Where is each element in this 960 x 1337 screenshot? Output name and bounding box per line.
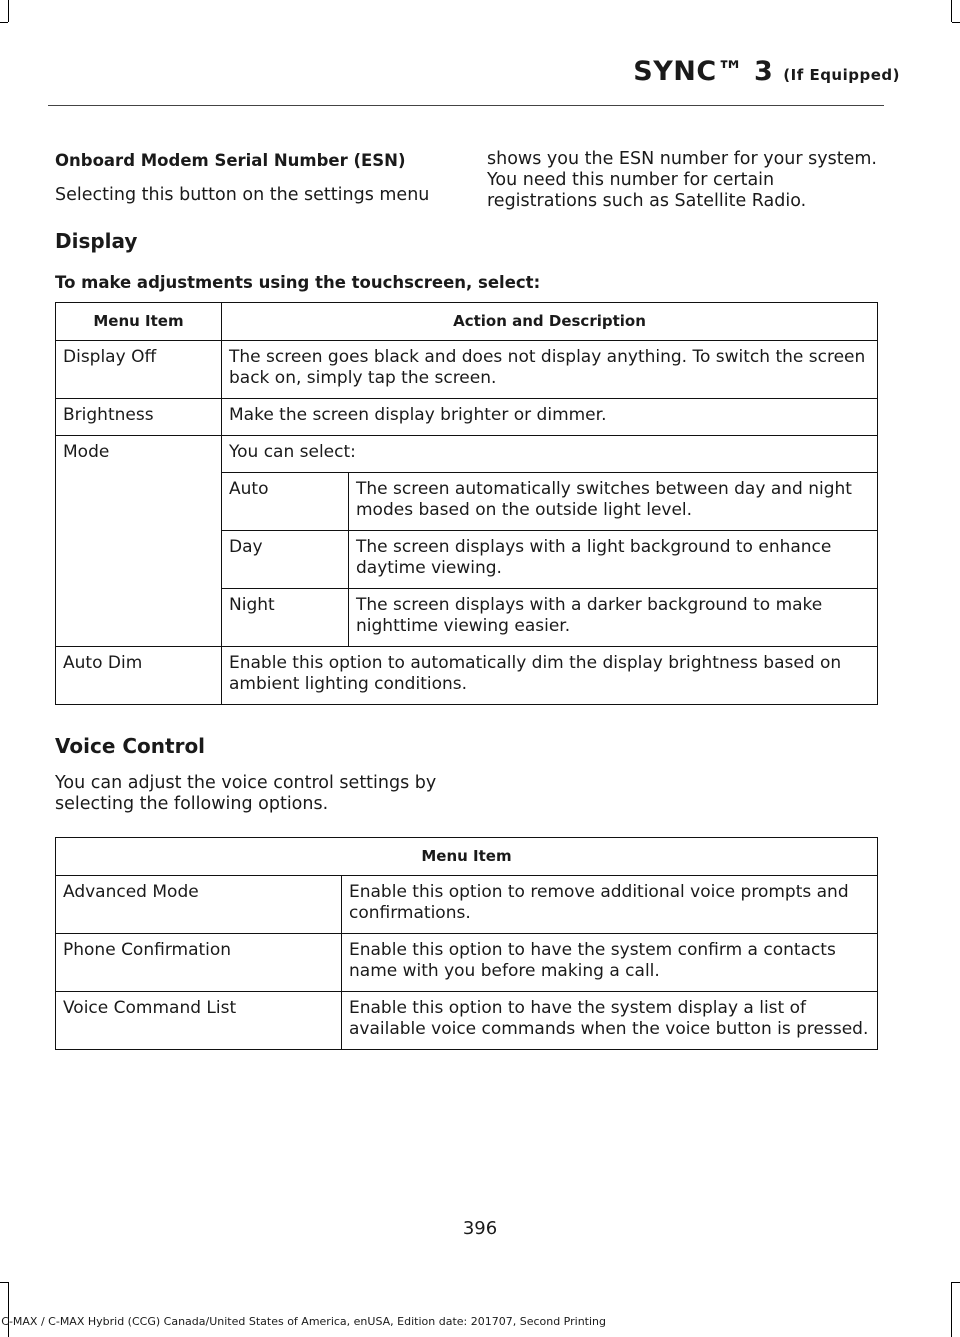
- table-row: [56, 934, 878, 992]
- mode-option-day: Day: [222, 531, 349, 589]
- menu-item-voice-command-list: Voice Command List: [56, 992, 342, 1050]
- description-brightness: Make the screen display brighter or dimmer.: [222, 399, 878, 436]
- column-header-menu-item: Menu Item: [56, 838, 878, 876]
- table-row: [56, 341, 878, 399]
- description-mode-night: The screen displays with a darker background to make nighttime viewing easier.: [349, 589, 878, 647]
- table-header-row: [56, 838, 878, 876]
- crop-mark: [0, 22, 8, 23]
- voice-control-table: [55, 837, 878, 1050]
- edition-footer: C-MAX / C-MAX Hybrid (CCG) Canada/United States of America, enUSA, Edition date: 201707, Second Printing: [1, 1315, 606, 1328]
- table-row: [56, 647, 878, 705]
- header-divider: [48, 105, 884, 106]
- description-mode-auto: The screen automatically switches between day and night modes based on the outside light level.: [349, 473, 878, 531]
- description-mode-day: The screen displays with a light background to enhance daytime viewing.: [349, 531, 878, 589]
- table-row: [56, 399, 878, 436]
- crop-mark: [951, 1282, 952, 1337]
- crop-mark: [0, 1282, 8, 1283]
- esn-text-right: shows you the ESN number for your system. You need this number for certain registrations such as Satellite Radio.: [487, 149, 877, 211]
- menu-item-brightness: Brightness: [56, 399, 222, 436]
- crop-mark: [8, 1282, 9, 1337]
- esn-left-column: [55, 150, 450, 206]
- table-row: [56, 992, 878, 1050]
- crop-mark: [952, 22, 960, 23]
- column-header-menu-item: Menu Item: [56, 303, 222, 341]
- menu-item-phone-confirmation: Phone Confirmation: [56, 934, 342, 992]
- crop-mark: [952, 1282, 960, 1283]
- mode-option-night: Night: [222, 589, 349, 647]
- voice-control-intro: You can adjust the voice control settings by selecting the following options.: [55, 773, 437, 814]
- description-auto-dim: Enable this option to automatically dim the display brightness based on ambient lighting conditions.: [222, 647, 878, 705]
- description-phone-confirmation: Enable this option to have the system confirm a contacts name with you before making a call.: [342, 934, 878, 992]
- description-advanced-mode: Enable this option to remove additional voice prompts and confirmations.: [342, 876, 878, 934]
- description-voice-command-list: Enable this option to have the system display a list of available voice commands when the voice button is pressed.: [342, 992, 878, 1050]
- display-heading: Display: [55, 229, 138, 253]
- voice-control-heading: Voice Control: [55, 734, 206, 758]
- table-row: [56, 436, 878, 473]
- page-header-title: [0, 56, 900, 87]
- header-qualifier: (If Equipped): [783, 66, 900, 84]
- esn-heading: Onboard Modem Serial Number (ESN): [55, 151, 406, 170]
- description-mode: You can select:: [222, 436, 878, 473]
- display-settings-table: [55, 302, 878, 705]
- menu-item-auto-dim: Auto Dim: [56, 647, 222, 705]
- crop-mark: [951, 0, 952, 22]
- esn-text-left: Selecting this button on the settings menu: [55, 185, 430, 205]
- display-subheading: To make adjustments using the touchscreen, select:: [55, 273, 541, 292]
- mode-option-auto: Auto: [222, 473, 349, 531]
- menu-item-advanced-mode: Advanced Mode: [56, 876, 342, 934]
- table-header-row: [56, 303, 878, 341]
- description-display-off: The screen goes black and does not display anything. To switch the screen back on, simply tap the screen.: [222, 341, 878, 399]
- esn-right-column: [487, 149, 882, 212]
- table-row: [56, 876, 878, 934]
- crop-mark: [8, 0, 9, 22]
- menu-item-mode: Mode: [56, 436, 222, 647]
- column-header-action: Action and Description: [222, 303, 878, 341]
- menu-item-display-off: Display Off: [56, 341, 222, 399]
- page-number: 396: [462, 1218, 498, 1239]
- header-title-text: SYNC™ 3: [633, 56, 774, 87]
